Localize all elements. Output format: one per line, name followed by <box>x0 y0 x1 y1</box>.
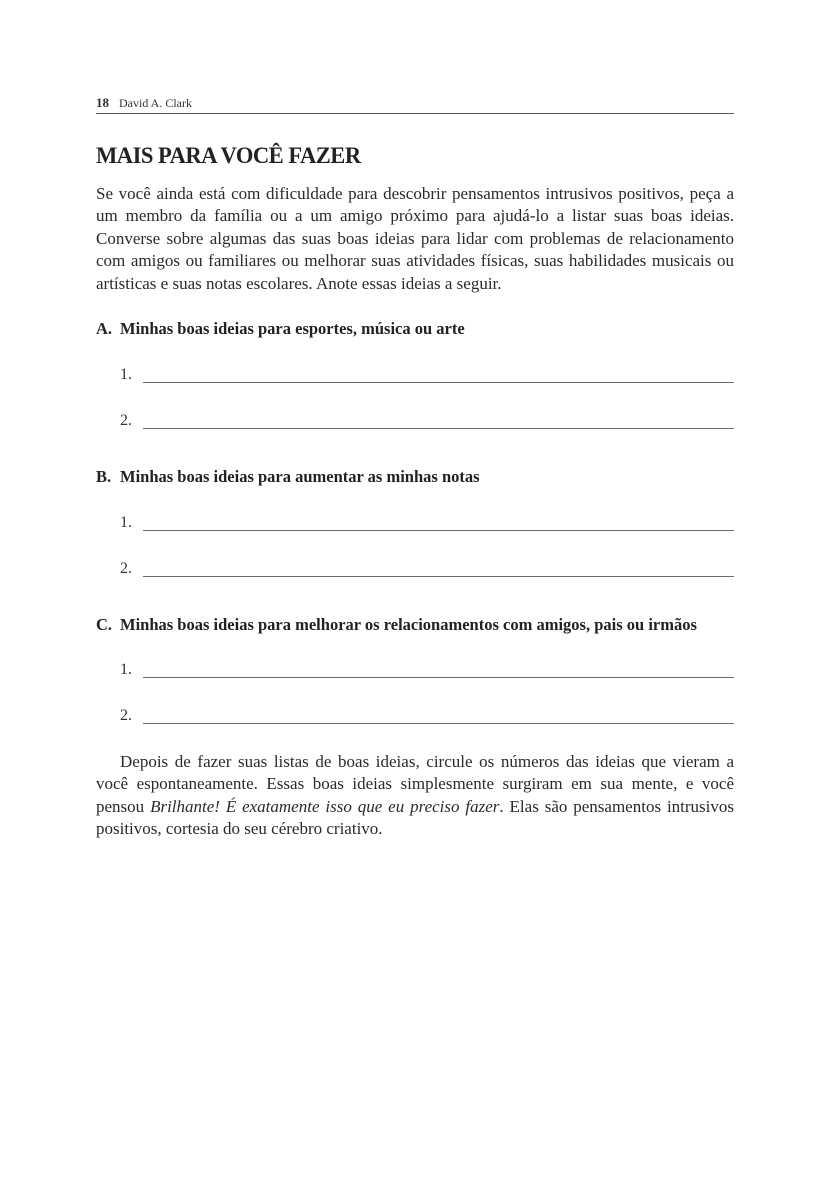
write-in-line[interactable] <box>143 576 734 577</box>
author-name: David A. Clark <box>119 96 192 110</box>
exercise-letter: C. <box>96 615 113 634</box>
exercise-heading-text: Minhas boas ideias para melhorar os relacionamentos com amigos, pais ou irmãos <box>120 615 697 634</box>
item-number: 2. <box>120 412 132 429</box>
closing-italic-thought: Brilhante! É exatamente isso que eu preciso fazer <box>150 796 500 816</box>
item-number: 1. <box>120 661 132 678</box>
exercise-c-item-1 <box>120 661 734 681</box>
section-title: MAIS PARA VOCÊ FAZER <box>96 143 361 168</box>
exercise-c-item-2 <box>120 707 734 727</box>
exercise-b-item-1 <box>120 514 734 534</box>
item-number: 1. <box>120 514 132 531</box>
write-in-line[interactable] <box>143 677 734 678</box>
write-in-line[interactable] <box>143 382 734 383</box>
intro-paragraph: Se você ainda está com dificuldade para descobrir pensamentos intrusivos positivos, peça a um membro da família ou a um amigo próximo para ajudá-lo a listar suas boas ideias. Converse sobre algumas das suas boas ideias para lidar com problemas de relacionamento com amigos ou familiares ou melhorar suas atividades físicas, suas habilidades musicais ou artísticas e suas notas escolares. Anote essas ideias a seguir. <box>96 184 734 293</box>
closing-paragraph <box>96 751 734 841</box>
write-in-line[interactable] <box>143 428 734 429</box>
item-number: 2. <box>120 707 132 724</box>
exercise-b-item-2 <box>120 560 734 580</box>
exercise-letter: B. <box>96 467 112 486</box>
exercise-a-item-1 <box>120 366 734 386</box>
closing-text-after: . Elas são pensamentos intrusivos positivos, cortesia do seu cérebro criativo. <box>96 796 735 839</box>
item-number: 2. <box>120 560 132 577</box>
item-number: 1. <box>120 366 132 383</box>
exercise-c-heading <box>96 615 697 635</box>
write-in-line[interactable] <box>143 723 734 724</box>
page-number: 18 <box>96 95 109 110</box>
exercise-a-heading <box>96 319 465 339</box>
exercise-heading-text: Minhas boas ideias para esportes, música ou arte <box>120 319 465 338</box>
exercise-letter: A. <box>96 319 113 338</box>
exercise-b-heading <box>96 467 480 487</box>
write-in-line[interactable] <box>143 530 734 531</box>
closing-text-before: Depois de fazer suas listas de boas ideias, circule os números das ideias que vieram a você espontaneamente. Essas boas ideias simplesmente surgiram em sua mente, e você pensou <box>96 752 734 816</box>
exercise-heading-text: Minhas boas ideias para aumentar as minhas notas <box>120 467 480 486</box>
running-header <box>96 95 734 114</box>
exercise-a-item-2 <box>120 412 734 432</box>
